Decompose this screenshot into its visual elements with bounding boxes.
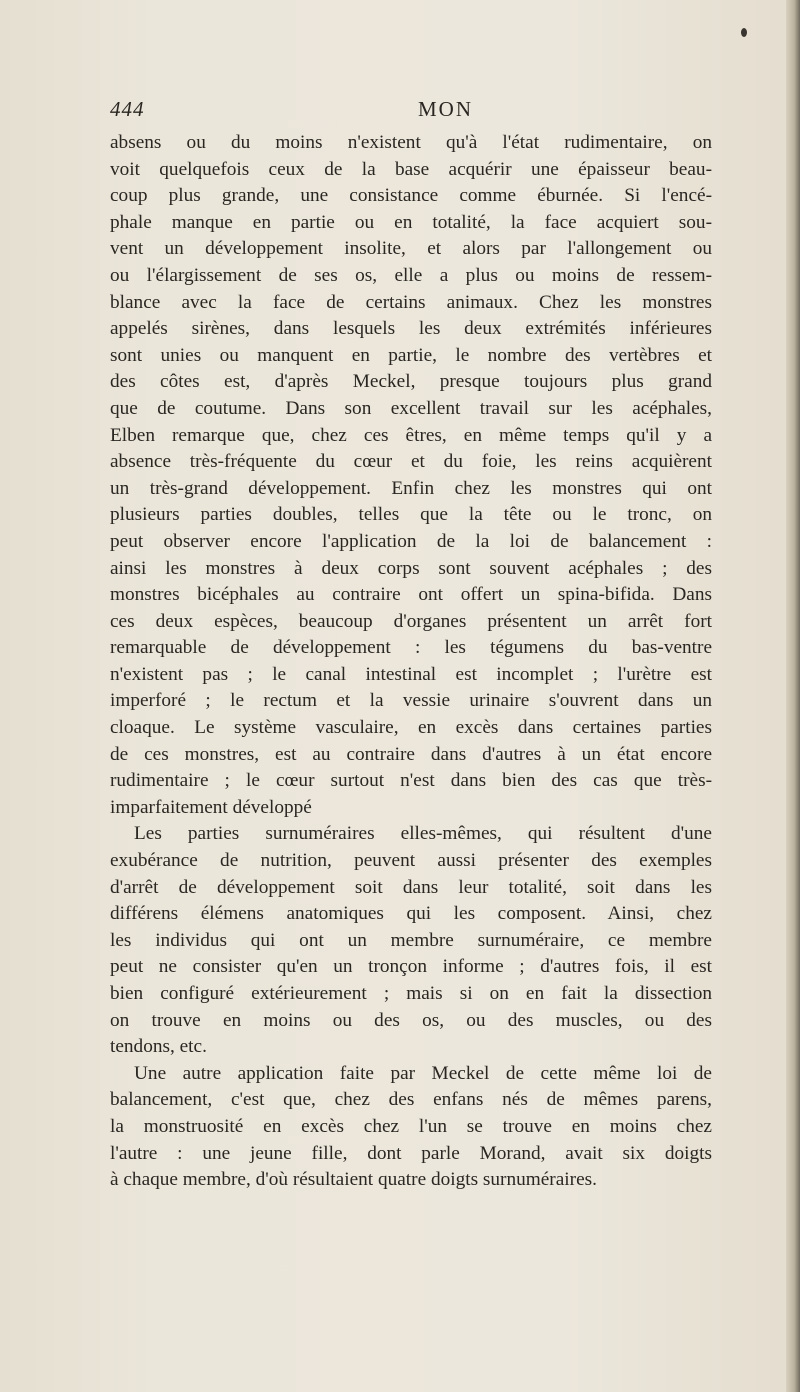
text-line: à chaque membre, d'où résultaient quatre doigts surnuméraires. — [110, 1169, 597, 1191]
text-line: ces deux espèces, beaucoup d'organes présentent un arrêt fort — [110, 610, 712, 632]
text-line: sont unies ou manquent en partie, le nombre des vertèbres et — [110, 344, 712, 366]
paragraph — [110, 130, 712, 821]
text-line: des côtes est, d'après Meckel, presque toujours plus grand — [110, 371, 712, 393]
text-line: appelés sirènes, dans lesquels les deux extrémités inférieures — [110, 318, 712, 340]
text-line: Une autre application faite par Meckel de cette même loi de — [134, 1062, 712, 1084]
text-line: ainsi les monstres à deux corps sont souvent acéphales ; des — [110, 557, 712, 579]
text-line: ou l'élargissement de ses os, elle a plus ou moins de ressem- — [110, 264, 712, 286]
text-line: un très-grand développement. Enfin chez les monstres qui ont — [110, 477, 712, 499]
text-line: remarquable de développement : les tégumens du bas-ventre — [110, 637, 712, 659]
paragraph — [110, 821, 712, 1060]
running-head: MON — [418, 97, 474, 121]
text-line: coup plus grande, une consistance comme éburnée. Si l'encé- — [110, 185, 712, 207]
text-line: tendons, etc. — [110, 1036, 207, 1058]
body-text — [110, 130, 712, 1194]
text-line: voit quelquefois ceux de la base acquérir une épaisseur beau- — [110, 158, 712, 180]
text-line: on trouve en moins ou des os, ou des muscles, ou des — [110, 1009, 712, 1031]
text-line: monstres bicéphales au contraire ont offert un spina-bifida. Dans — [110, 584, 712, 606]
text-line: peut observer encore l'application de la loi de balancement : — [110, 530, 712, 552]
text-line: que de coutume. Dans son excellent travail sur les acéphales, — [110, 397, 712, 419]
text-line: blance avec la face de certains animaux. Chez les monstres — [110, 291, 712, 313]
text-line: cloaque. Le système vasculaire, en excès dans certaines parties — [110, 717, 712, 739]
text-line: peut ne consister qu'en un tronçon informe ; d'autres fois, il est — [110, 956, 712, 978]
text-line: n'existent pas ; le canal intestinal est incomplet ; l'urètre est — [110, 663, 712, 685]
page-number: 444 — [110, 97, 145, 121]
page-header — [110, 97, 710, 123]
text-line: Elben remarque que, chez ces êtres, en même temps qu'il y a — [110, 424, 712, 446]
text-line: la monstruosité en excès chez l'un se trouve en moins chez — [110, 1115, 712, 1137]
text-line: Les parties surnuméraires elles-mêmes, qui résultent d'une — [134, 823, 712, 845]
text-line: vent un développement insolite, et alors par l'allongement ou — [110, 238, 712, 260]
text-line: plusieurs parties doubles, telles que la tête ou le tronc, on — [110, 504, 712, 526]
text-line: absens ou du moins n'existent qu'à l'état rudimentaire, on — [110, 132, 712, 153]
text-line: bien configuré extérieurement ; mais si on en fait la dissection — [110, 983, 712, 1004]
text-line: imparfaitement développé — [110, 796, 312, 818]
text-line: différens élémens anatomiques qui les composent. Ainsi, chez — [110, 903, 712, 925]
page-edge-shadow — [786, 0, 800, 1392]
text-line: de ces monstres, est au contraire dans d'autres à un état encore — [110, 743, 712, 765]
text-line: imperforé ; le rectum et la vessie urinaire s'ouvrent dans un — [110, 690, 712, 712]
text-line: rudimentaire ; le cœur surtout n'est dans bien des cas que très- — [110, 770, 712, 792]
text-line: exubérance de nutrition, peuvent aussi présenter des exemples — [110, 850, 712, 872]
paragraph — [110, 1061, 712, 1194]
text-line: balancement, c'est que, chez des enfans nés de mêmes parens, — [110, 1089, 712, 1111]
text-line: l'autre : une jeune fille, dont parle Morand, avait six doigts — [110, 1142, 712, 1164]
text-line: phale manque en partie ou en totalité, la face acquiert sou- — [110, 211, 712, 233]
text-line: les individus qui ont un membre surnuméraire, ce membre — [110, 929, 712, 951]
text-line: absence très-fréquente du cœur et du foie, les reins acquièrent — [110, 451, 712, 473]
text-line: d'arrêt de développement soit dans leur totalité, soit dans les — [110, 876, 712, 898]
ink-speck — [741, 28, 747, 37]
